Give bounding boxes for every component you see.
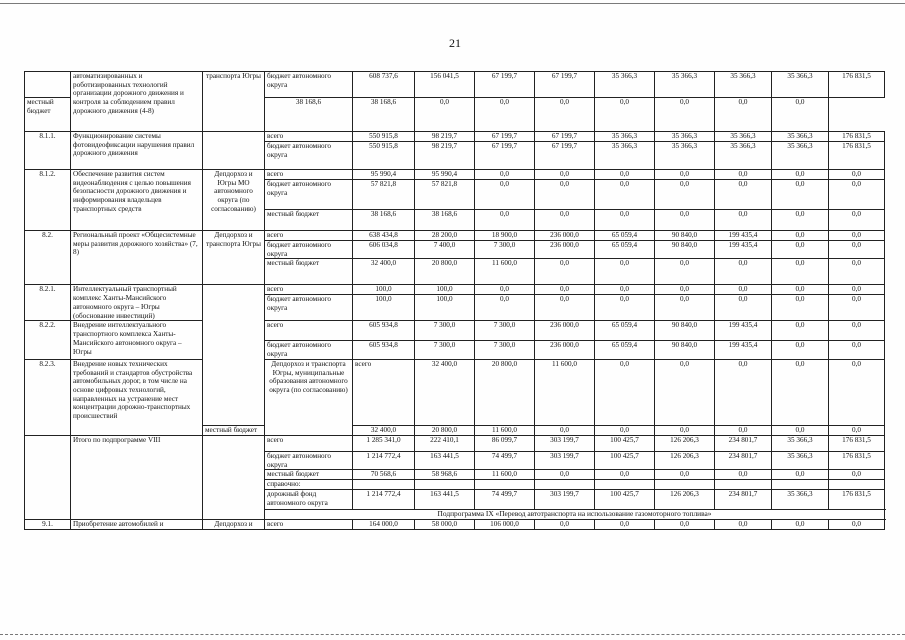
amount-cell: 236 000,0 [535, 241, 595, 259]
amount-cell: 0,0 [829, 259, 885, 285]
table-row [25, 435, 885, 451]
amount-cell: 0,0 [535, 180, 595, 210]
amount-cell: 35 366,3 [715, 72, 772, 98]
amount-cell: 35 366,3 [595, 142, 655, 170]
amount-cell: 0,0 [655, 170, 715, 180]
funding-source: всего [265, 520, 353, 530]
item-name: Итого по подпрограмме VIII [71, 435, 203, 519]
item-name: Интеллектуальный транспортный комплекс Ханты-Мансийского автономного округа – Югры (обоснование инвестиций) [71, 285, 203, 321]
item-name: Обеспечение развития систем видеонаблюдения с целью повышения безопасности дорожного движения и информирования владельцев транспортных средств [71, 170, 203, 231]
amount-cell: 0,0 [475, 295, 535, 321]
amount-cell: 100,0 [353, 285, 415, 295]
amount-cell: 35 366,3 [772, 490, 829, 510]
funding-source: местный бюджет [265, 470, 353, 480]
item-code [25, 72, 71, 98]
amount-cell: 1 285 341,0 [353, 435, 415, 451]
table-row [25, 285, 885, 295]
amount-cell: 57 821,8 [353, 180, 415, 210]
item-name: Внедрение интеллектуального транспортного комплекса Ханты-Мансийского автономного округа – Югры [71, 321, 203, 359]
amount-cell: 7 300,0 [475, 341, 535, 359]
amount-cell [535, 480, 595, 490]
amount-cell: 0,0 [595, 520, 655, 530]
amount-cell: 0,0 [829, 170, 885, 180]
funding-source: бюджет автономного округа [265, 341, 353, 359]
amount-cell: 0,0 [829, 295, 885, 321]
amount-cell: 0,0 [715, 295, 772, 321]
amount-cell: 65 059,4 [595, 231, 655, 241]
amount-cell: 0,0 [772, 285, 829, 295]
amount-cell: 7 300,0 [475, 241, 535, 259]
amount-cell: 100 425,7 [595, 435, 655, 451]
amount-cell: 606 034,8 [353, 241, 415, 259]
amount-cell: 0,0 [829, 425, 885, 435]
amount-cell: 0,0 [772, 210, 829, 231]
amount-cell: 0,0 [595, 295, 655, 321]
amount-cell: 0,0 [595, 210, 655, 231]
amount-cell: 176 831,5 [829, 490, 885, 510]
amount-cell: 67 199,7 [535, 72, 595, 98]
scan-edge-top [0, 3, 905, 4]
amount-cell: 0,0 [655, 180, 715, 210]
funding-source: местный бюджет [265, 210, 353, 231]
amount-cell: 7 300,0 [475, 321, 535, 341]
amount-cell: 1 214 772,4 [353, 451, 415, 469]
amount-cell: 0,0 [595, 425, 655, 435]
amount-cell: 0,0 [829, 520, 885, 530]
amount-cell: 126 206,3 [655, 451, 715, 469]
amount-cell: 0,0 [595, 170, 655, 180]
item-code: 8.2.1. [25, 285, 71, 321]
amount-cell: 163 441,5 [415, 490, 475, 510]
amount-cell: 95 990,4 [353, 170, 415, 180]
amount-cell: 0,0 [715, 180, 772, 210]
funding-source: бюджет автономного округа [265, 241, 353, 259]
amount-cell: 176 831,5 [829, 142, 885, 170]
amount-cell: 65 059,4 [595, 341, 655, 359]
amount-cell: 0,0 [772, 170, 829, 180]
funding-source: всего [265, 170, 353, 180]
amount-cell: 95 990,4 [415, 170, 475, 180]
amount-cell: 0,0 [655, 425, 715, 435]
amount-cell: 0,0 [415, 98, 475, 132]
amount-cell: 67 199,7 [475, 132, 535, 142]
amount-cell: 100 425,7 [595, 451, 655, 469]
amount-cell: 20 800,0 [475, 359, 535, 425]
amount-cell: 0,0 [772, 259, 829, 285]
amount-cell: 0,0 [475, 98, 535, 132]
amount-cell: 35 366,3 [655, 142, 715, 170]
amount-cell: 0,0 [715, 470, 772, 480]
funding-source: всего [265, 321, 353, 341]
amount-cell: 0,0 [595, 359, 655, 425]
amount-cell [715, 480, 772, 490]
amount-cell: 236 000,0 [535, 231, 595, 241]
amount-cell: 100,0 [415, 295, 475, 321]
amount-cell: 35 366,3 [595, 132, 655, 142]
funding-source: бюджет автономного округа [265, 451, 353, 469]
amount-cell: 86 099,7 [475, 435, 535, 451]
amount-cell: 11 600,0 [475, 425, 535, 435]
amount-cell: 176 831,5 [829, 435, 885, 451]
amount-cell: 0,0 [715, 170, 772, 180]
amount-cell: 7 300,0 [415, 321, 475, 341]
amount-cell: 0,0 [595, 259, 655, 285]
amount-cell: 35 366,3 [772, 435, 829, 451]
amount-cell: 0,0 [715, 259, 772, 285]
amount-cell: 550 915,8 [353, 132, 415, 142]
amount-cell: 0,0 [772, 425, 829, 435]
item-name: Функционирование системы фотовидеофиксации нарушения правил дорожного движения [71, 132, 203, 170]
amount-cell: 90 840,0 [655, 241, 715, 259]
amount-cell: 100,0 [353, 295, 415, 321]
amount-cell: 550 915,8 [353, 142, 415, 170]
amount-cell: 0,0 [829, 210, 885, 231]
amount-cell [475, 480, 535, 490]
amount-cell: 100,0 [415, 285, 475, 295]
amount-cell: 0,0 [772, 341, 829, 359]
amount-cell: 0,0 [535, 520, 595, 530]
item-code: 8.2.3. [25, 359, 71, 435]
amount-cell: 11 600,0 [475, 470, 535, 480]
amount-cell: 0,0 [715, 520, 772, 530]
amount-cell: 303 199,7 [535, 435, 595, 451]
amount-cell: 126 206,3 [655, 490, 715, 510]
amount-cell: 98 219,7 [415, 142, 475, 170]
amount-cell: 0,0 [772, 241, 829, 259]
amount-cell: 0,0 [772, 470, 829, 480]
item-code: 8.1.1. [25, 132, 71, 170]
amount-cell: 0,0 [772, 98, 829, 132]
funding-source: всего [353, 359, 415, 425]
amount-cell: 0,0 [715, 425, 772, 435]
amount-cell: 0,0 [535, 170, 595, 180]
amount-cell: 163 441,5 [415, 451, 475, 469]
item-executor [203, 435, 265, 519]
funding-source: всего [265, 231, 353, 241]
funding-source: местный бюджет [265, 259, 353, 285]
amount-cell: 11 600,0 [535, 359, 595, 425]
amount-cell: 0,0 [535, 470, 595, 480]
amount-cell: 18 900,0 [475, 231, 535, 241]
table-row [25, 231, 885, 241]
amount-cell: 0,0 [595, 285, 655, 295]
table-row [25, 321, 885, 341]
table-row [25, 520, 885, 530]
amount-cell: 164 000,0 [353, 520, 415, 530]
amount-cell: 65 059,4 [595, 321, 655, 341]
table-row [25, 132, 885, 142]
subprogram-heading: Подпрограмма IX «Перевод автотранспорта на использование газомоторного топлива» [265, 510, 885, 520]
amount-cell: 176 831,5 [829, 132, 885, 142]
amount-cell: 32 400,0 [353, 425, 415, 435]
amount-cell: 0,0 [715, 359, 772, 425]
amount-cell: 0,0 [829, 180, 885, 210]
amount-cell: 67 199,7 [475, 72, 535, 98]
amount-cell: 67 199,7 [535, 142, 595, 170]
funding-source: местный бюджет [203, 425, 265, 435]
amount-cell [595, 480, 655, 490]
amount-cell: 0,0 [655, 520, 715, 530]
item-executor [203, 285, 265, 425]
amount-cell: 38 168,6 [353, 98, 415, 132]
table-row [25, 72, 885, 98]
page-number: 21 [449, 36, 461, 50]
amount-cell: 234 801,7 [715, 490, 772, 510]
item-code: 8.1.2. [25, 170, 71, 231]
amount-cell: 0,0 [829, 470, 885, 480]
amount-cell: 0,0 [535, 98, 595, 132]
item-executor: Депдорхоз и транспорта Югры, муниципальные образования автономного округа (по согласованию) [265, 359, 353, 435]
amount-cell: 234 801,7 [715, 435, 772, 451]
amount-cell: 0,0 [535, 210, 595, 231]
funding-source: дорожный фонд автономного округа [265, 490, 353, 510]
amount-cell: 0,0 [772, 321, 829, 341]
amount-cell: 0,0 [772, 180, 829, 210]
amount-cell: 7 300,0 [415, 341, 475, 359]
amount-cell: 0,0 [475, 180, 535, 210]
amount-cell: 0,0 [715, 210, 772, 231]
amount-cell: 126 206,3 [655, 435, 715, 451]
amount-cell: 0,0 [655, 259, 715, 285]
funding-source: всего [265, 132, 353, 142]
amount-cell: 38 168,6 [415, 210, 475, 231]
amount-cell: 90 840,0 [655, 341, 715, 359]
amount-cell: 28 200,0 [415, 231, 475, 241]
item-executor: транспорта Югры [203, 72, 265, 132]
amount-cell: 32 400,0 [415, 359, 475, 425]
amount-cell: 35 366,3 [772, 142, 829, 170]
amount-cell: 90 840,0 [655, 321, 715, 341]
amount-cell: 0,0 [535, 285, 595, 295]
amount-cell: 74 499,7 [475, 490, 535, 510]
amount-cell: 0,0 [772, 295, 829, 321]
amount-cell: 57 821,8 [415, 180, 475, 210]
amount-cell: 0,0 [595, 180, 655, 210]
amount-cell: 7 400,0 [415, 241, 475, 259]
amount-cell [655, 480, 715, 490]
amount-cell: 605 934,8 [353, 321, 415, 341]
amount-cell: 236 000,0 [535, 321, 595, 341]
amount-cell: 0,0 [772, 231, 829, 241]
amount-cell [415, 480, 475, 490]
amount-cell: 0,0 [535, 259, 595, 285]
item-name: автоматизированных и роботизированных технологий организации дорожного движения и контроля за соблюдением правил дорожного движения (4-8) [71, 72, 203, 132]
amount-cell: 0,0 [655, 285, 715, 295]
item-code [25, 435, 71, 519]
item-executor: Депдорхоз и Югры МО автономного округа (по согласованию) [203, 170, 265, 231]
amount-cell [829, 480, 885, 490]
amount-cell: 0,0 [829, 321, 885, 341]
amount-cell: 234 801,7 [715, 451, 772, 469]
amount-cell: 0,0 [829, 231, 885, 241]
amount-cell: 0,0 [595, 470, 655, 480]
amount-cell: 0,0 [655, 359, 715, 425]
amount-cell: 156 041,5 [415, 72, 475, 98]
amount-cell: 0,0 [655, 470, 715, 480]
scan-edge-bottom [0, 634, 905, 635]
amount-cell: 199 435,4 [715, 231, 772, 241]
amount-cell: 35 366,3 [772, 72, 829, 98]
amount-cell: 70 568,6 [353, 470, 415, 480]
amount-cell: 58 000,0 [415, 520, 475, 530]
funding-source: бюджет автономного округа [265, 295, 353, 321]
amount-cell: 0,0 [655, 210, 715, 231]
amount-cell [772, 480, 829, 490]
item-executor: Депдорхоз и транспорта Югры [203, 231, 265, 285]
item-name: Внедрение новых технических требований и стандартов обустройства автомобильных дорог, в том числе на основе цифровых технологий, направленных на устранение мест концентрации дорожно-транспортных происшествий [71, 359, 203, 435]
amount-cell: 106 000,0 [475, 520, 535, 530]
amount-cell: 638 434,8 [353, 231, 415, 241]
amount-cell: 98 219,7 [415, 132, 475, 142]
amount-cell: 236 000,0 [535, 341, 595, 359]
funding-source: бюджет автономного округа [265, 180, 353, 210]
amount-cell: 0,0 [715, 98, 772, 132]
amount-cell: 0,0 [535, 295, 595, 321]
amount-cell: 0,0 [772, 359, 829, 425]
amount-cell: 65 059,4 [595, 241, 655, 259]
amount-cell: 20 800,0 [415, 425, 475, 435]
amount-cell: 0,0 [772, 520, 829, 530]
funding-source: всего [265, 285, 353, 295]
amount-cell: 35 366,3 [595, 72, 655, 98]
amount-cell: 199 435,4 [715, 321, 772, 341]
amount-cell: 100 425,7 [595, 490, 655, 510]
amount-cell: 1 214 772,4 [353, 490, 415, 510]
amount-cell: 303 199,7 [535, 451, 595, 469]
amount-cell: 35 366,3 [772, 451, 829, 469]
amount-cell: 199 435,4 [715, 341, 772, 359]
amount-cell: 35 366,3 [715, 132, 772, 142]
amount-cell: 176 831,5 [829, 72, 885, 98]
amount-cell: 605 934,8 [353, 341, 415, 359]
amount-cell: 0,0 [829, 285, 885, 295]
item-executor: Депдорхоз и [203, 520, 265, 530]
amount-cell: 35 366,3 [715, 142, 772, 170]
amount-cell: 0,0 [655, 98, 715, 132]
amount-cell: 0,0 [715, 285, 772, 295]
amount-cell: 0,0 [475, 285, 535, 295]
funding-source: бюджет автономного округа [265, 72, 353, 98]
table-row [25, 170, 885, 180]
amount-cell: 0,0 [475, 210, 535, 231]
amount-cell: 38 168,6 [353, 210, 415, 231]
amount-cell: 90 840,0 [655, 231, 715, 241]
item-name: Приобретение автомобилей и [71, 520, 203, 530]
amount-cell: 20 800,0 [415, 259, 475, 285]
item-code: 9.1. [25, 520, 71, 530]
amount-cell: 38 168,6 [265, 98, 353, 132]
item-executor [203, 132, 265, 170]
item-name: Региональный проект «Общесистемные меры развития дорожного хозяйства» (7, 8) [71, 231, 203, 285]
amount-cell: 0,0 [829, 359, 885, 425]
amount-cell: 222 410,1 [415, 435, 475, 451]
program-funding-table [24, 71, 885, 530]
amount-cell: 0,0 [475, 170, 535, 180]
amount-cell: 0,0 [829, 241, 885, 259]
amount-cell: 0,0 [595, 98, 655, 132]
amount-cell: 58 968,6 [415, 470, 475, 480]
item-code: 8.2.2. [25, 321, 71, 359]
amount-cell: 199 435,4 [715, 241, 772, 259]
amount-cell: 32 400,0 [353, 259, 415, 285]
amount-cell: 35 366,3 [772, 132, 829, 142]
amount-cell: 608 737,6 [353, 72, 415, 98]
funding-source: бюджет автономного округа [265, 142, 353, 170]
amount-cell: 0,0 [655, 295, 715, 321]
funding-source: местный бюджет [25, 98, 71, 132]
funding-source: справочно: [265, 480, 353, 490]
table-row [25, 359, 885, 425]
amount-cell [353, 480, 415, 490]
amount-cell: 74 499,7 [475, 451, 535, 469]
funding-source: всего [265, 435, 353, 451]
amount-cell: 0,0 [829, 341, 885, 359]
item-code: 8.2. [25, 231, 71, 285]
amount-cell: 35 366,3 [655, 72, 715, 98]
amount-cell: 303 199,7 [535, 490, 595, 510]
amount-cell: 11 600,0 [475, 259, 535, 285]
amount-cell: 0,0 [535, 425, 595, 435]
amount-cell: 67 199,7 [535, 132, 595, 142]
amount-cell: 176 831,5 [829, 451, 885, 469]
amount-cell: 67 199,7 [475, 142, 535, 170]
amount-cell: 35 366,3 [655, 132, 715, 142]
